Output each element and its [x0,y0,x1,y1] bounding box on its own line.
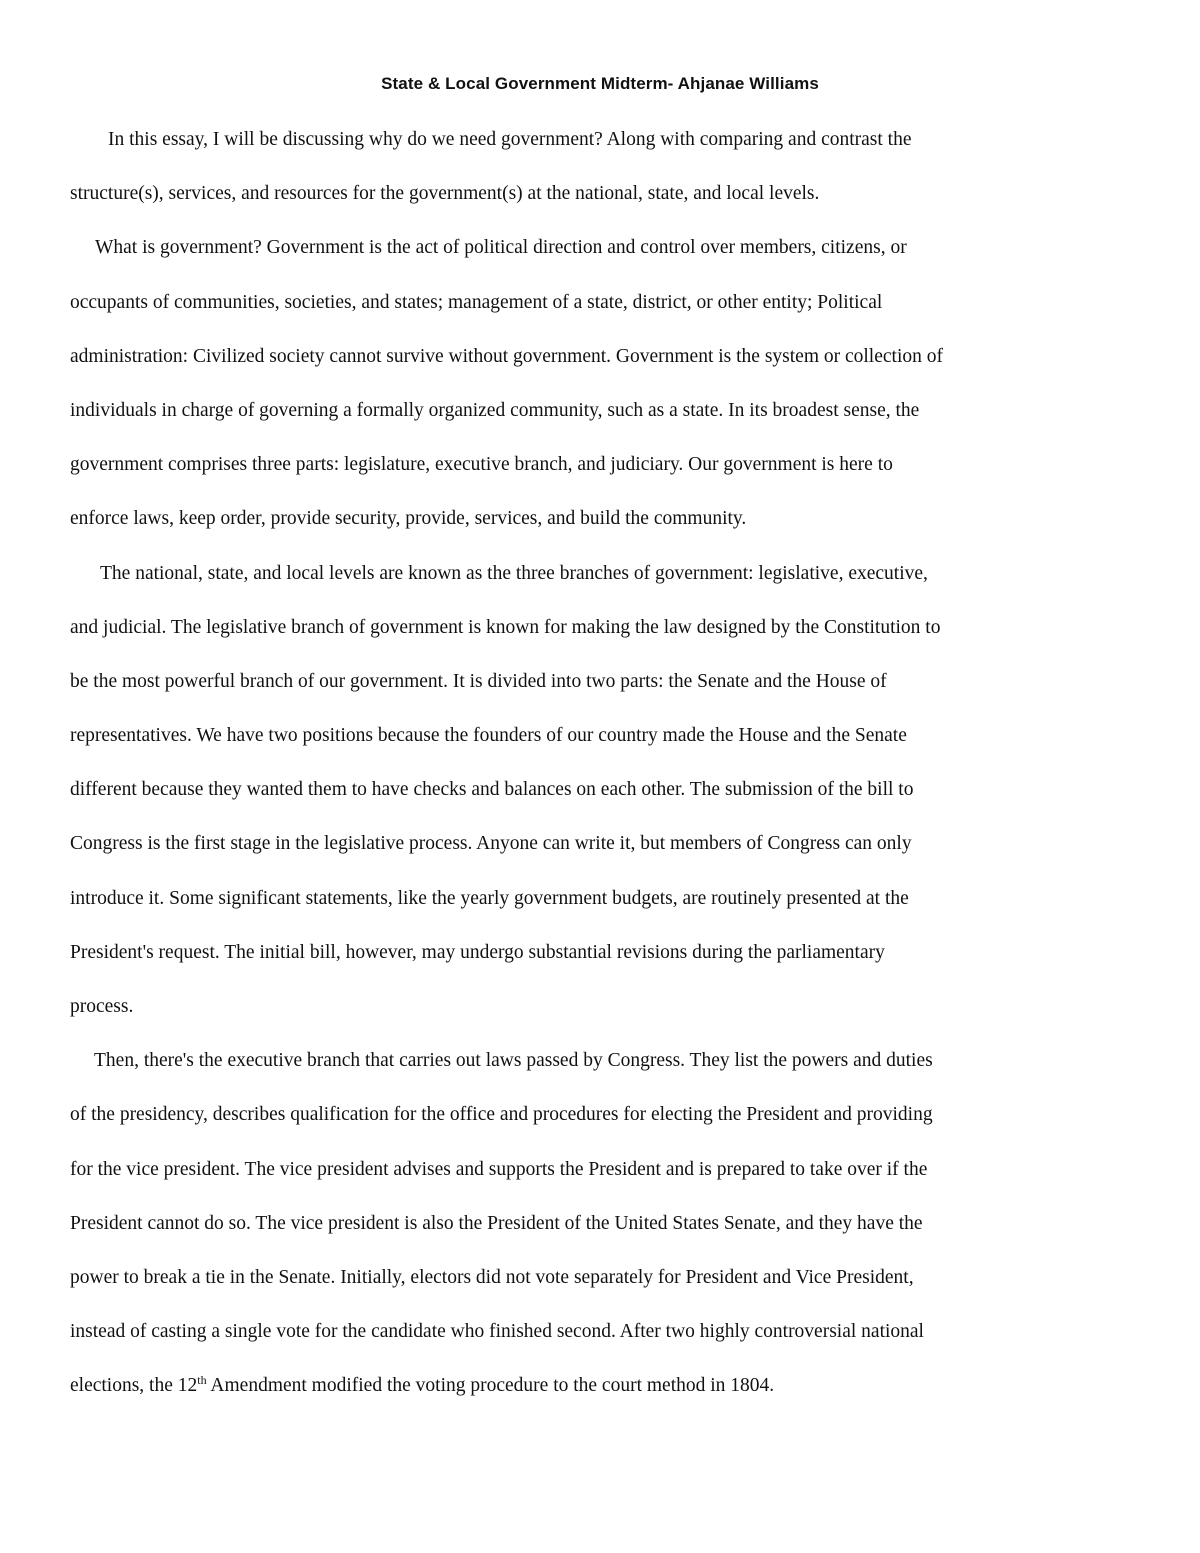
text-line: individuals in charge of governing a formally organized community, such as a state. In its broadest sense, the [70,399,920,421]
text-line-last [70,1359,1140,1413]
text-line: In this essay, I will be discussing why do we need government? Along with comparing and contrast the [108,129,912,150]
paragraph-executive [70,1034,1140,1413]
paragraph-what-is-government [70,221,1140,546]
text-line: President cannot do so. The vice president is also the President of the United States Senate, and they have the [70,1212,923,1234]
text-line: What is government? Government is the act of political direction and control over members, citizens, or [95,237,907,259]
text-line: representatives. We have two positions because the founders of our country made the House and the Senate [70,725,907,747]
text-line: instead of casting a single vote for the candidate who finished second. After two highly controversial national [70,1321,924,1343]
text-line: structure(s), services, and resources for the government(s) at the national, state, and local levels. [70,183,820,205]
paragraph-intro [70,113,1140,221]
text-line: Then, there's the executive branch that carries out laws passed by Congress. They list the powers and duties [94,1050,933,1072]
ordinal-superscript: th [197,1373,207,1388]
text-line: government comprises three parts: legislature, executive branch, and judiciary. Our government is here to [70,454,893,476]
text-line: of the presidency, describes qualification for the office and procedures for electing the President and providing [70,1104,933,1126]
text-line: process. [70,996,134,1017]
document-title: State & Local Government Midterm- Ahjanae Williams [381,74,819,93]
text-line: be the most powerful branch of our government. It is divided into two parts: the Senate and the House of [70,670,887,692]
paragraph-legislative [70,547,1140,1035]
text-line: power to break a tie in the Senate. Initially, electors did not vote separately for President and Vice President, [70,1266,914,1288]
text-line: for the vice president. The vice president advises and supports the President and is prepared to take over if the [70,1158,928,1180]
text-line: occupants of communities, societies, and states; management of a state, district, or other entity; Political [70,291,883,313]
text-line: different because they wanted them to have checks and balances on each other. The submission of the bill to [70,779,914,801]
text-fragment: elections, the 12 [70,1375,198,1397]
document-body [70,113,1140,1414]
text-line: administration: Civilized society cannot survive without government. Government is the system or collection of [70,345,943,367]
text-line: and judicial. The legislative branch of government is known for making the law designed by the Constitution to [70,616,941,638]
text-fragment: Amendment modified the voting procedure to the court method in 1804. [206,1375,775,1397]
text-line: President's request. The initial bill, however, may undergo substantial revisions during the parliamentary [70,941,885,963]
text-line: introduce it. Some significant statements, like the yearly government budgets, are routinely presented at the [70,887,909,909]
text-line: The national, state, and local levels are known as the three branches of government: legislative, executive, [100,562,928,584]
text-line: enforce laws, keep order, provide security, provide, services, and build the community. [70,508,747,530]
text-line: Congress is the first stage in the legislative process. Anyone can write it, but members of Congress can only [70,833,912,855]
